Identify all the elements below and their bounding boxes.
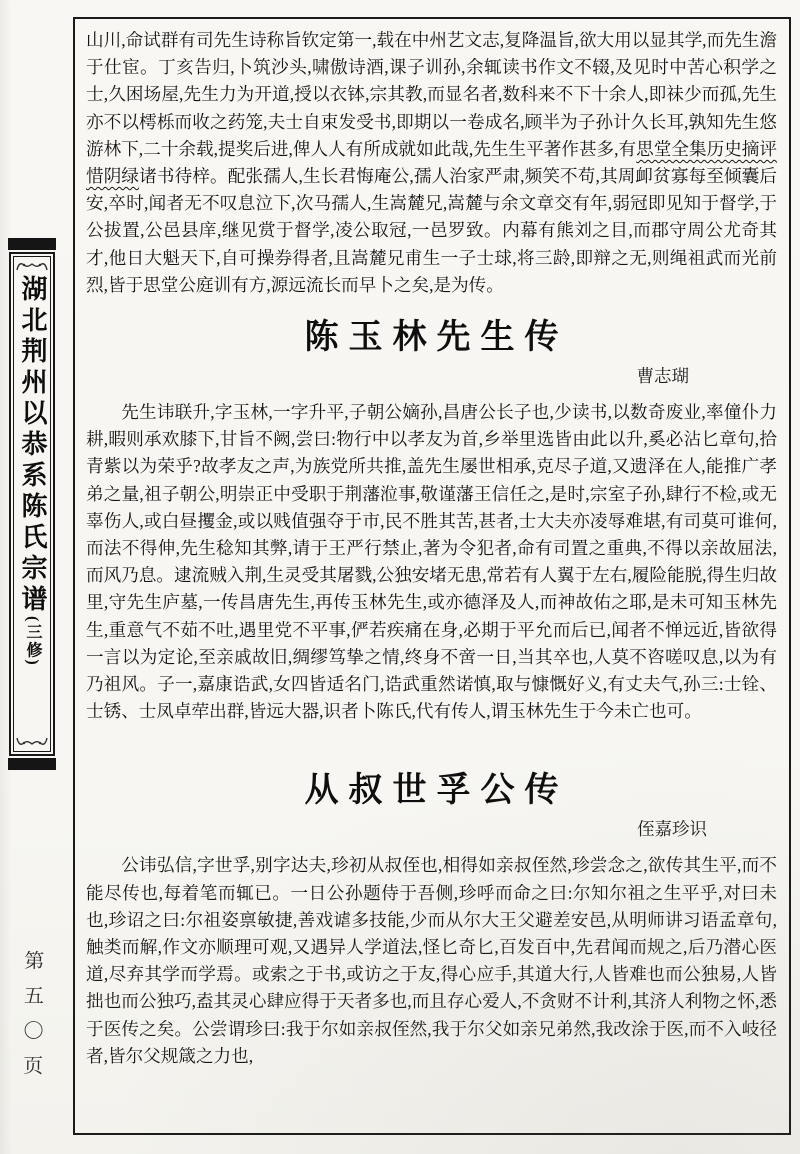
spine-title-sub: (三修) (24, 616, 41, 667)
section1-title: 陈玉林先生传 (304, 319, 569, 357)
scroll-ornament-icon (15, 735, 49, 749)
intro-text-before: 山川,命试群有司先生诗称旨钦定第一,载在中州艺文志,复降温旨,欲大用以显其学,而先生澹于仕宦。丁亥告归,卜筑沙头,啸傲诗酒,课子训孙,余辄读书作文不辍,及见时中苦心积学之士,久困场屋,先生力为开道,授以衣钵,宗其教,而显名者,数科来不下十余人,即祙少而孤,先生亦不以樗栎而收之药笼,夫士自束发受书,即期以一卷成名,顾半为子孙计久长耳,孰知先生悠游林下,二十余载,提奖后进,俾人人有所成就如此哉,先生生平著作甚多,有 (86, 30, 777, 159)
intro-text-after: 诸书待梓。配张孺人,生长君悔庵公,孺人治家严肃,频笑不苟,其周卹贫寡每至倾囊后安,卒时,闻者无不叹息泣下,次马孺人,生嵩麓兄,嵩麓与余文章交有年,弱冠即见知于督学,于公拔置,公邑县庠,继见赏于督学,凌公取冠,一邑罗致。内幕有熊刘之目,而郡守周公尤奇其才,他日大魁天下,自可操券得者,且嵩麓兄甫生一子士球,将三龄,即辩之无,则绳祖武而光前烈,皆于思堂公庭训有方,源远流长而早卜之矣,是为传。 (86, 166, 777, 295)
spine-inner-frame (13, 256, 51, 752)
intro-paragraph (86, 27, 777, 299)
book-titles-underlined: 思堂全集历史摘评惜阴绿 (86, 138, 777, 187)
spine-bottom-bar (8, 758, 56, 770)
spine-title-main: 湖北荆州以恭系陈氏宗谱 (18, 275, 47, 616)
section1-author: 曹志瑚 (636, 366, 689, 387)
section1-body: 先生讳联升,字玉林,一字升平,子朝公嫡孙,昌唐公长子也,少读书,以数奇废业,率僮仆力耕,暇则承欢膝下,甘旨不阙,尝曰:物行中以孝友为首,乡举里选皆由此以升,奚必沾匕章句,拾青紫以为荣乎?故孝友之声,为族党所共推,盖先生屡世相承,克尽子道,又遗泽在人,能推广孝弟之量,祖子朝公,明崇正中受职于荆藩涖事,敬谨藩王信任之,是时,宗室子孙,肆行不检,或无辜伤人,或白昼攫金,或以贱值强夺于市,民不胜其苦,甚者,士大夫亦凌辱难堪,有司莫可谁何,而法不得伸,先生稔知其弊,请于王严行禁止,著为令犯者,命有司置之重典,不得以亲故屈法,而风乃息。逮流贼入荆,生灵受其屠戮,公独安堵无患,常若有人翼于左右,履险能脱,得生归故里,守先生庐墓,一传昌唐先生,再传玉林先生,或亦德泽及人,而神故佑之耶,是未可知玉林先生,重意气不茹不吐,遇里党不平事,俨若疾痛在身,必期于平允而后已,闻者不惮远近,皆欲得一言以为定论,至亲戚故旧,绸缪笃挚之情,终身不啻一日,当其卒也,人莫不咨嗟叹息,以为有乃祖风。子一,嘉康诰武,女四皆适名门,诰武重然诺慎,取与慷慨好义,有丈夫气,孙三:士铨、士锈、士凤卓荦出群,皆远大器,识者卜陈氏,代有传人,谓玉林先生于今未亡也可。 (86, 402, 777, 722)
spine-title (15, 275, 49, 733)
section2-body: 公讳弘信,字世孚,别字达夫,珍初从叔侄也,相得如亲叔侄然,珍尝念之,欲传其生平,而不能尽传也,每着笔而辄已。一日公孙题侍于吾侧,珍呼而命之曰:尔知尔祖之生平乎,对曰未也,珍诏之曰:尔祖姿禀敏捷,善戏谑多技能,少而从尔大王父避差安邑,从明师讲习语孟章句,触类而解,作文亦顺理可观,又遇异人学道法,怪匕奇匕,百发百中,先君闻而规之,后乃潜心医道,尽弃其学而学焉。或索之于书,或访之于友,得心应手,其道大行,人皆难也而公独易,人皆拙也而公独巧,盍其灵心肆应得于天者多也,而且存心爱人,不贪财不计利,其济人利物之怀,悉于医传之矣。公尝谓珍曰:我于尔如亲叔侄然,我于尔父如亲兄弟然,我改涂于医,而不入岐径者,皆尔父规箴之力也, (86, 855, 777, 1066)
spine-frame (9, 252, 55, 756)
scroll-ornament-icon (15, 259, 49, 273)
section2-author: 侄嘉珍识 (637, 819, 707, 840)
section2-title: 从叔世孚公传 (304, 772, 569, 810)
text-frame (73, 17, 791, 1135)
page-number: 第五〇页 (19, 949, 43, 1091)
spine-banner (8, 238, 56, 776)
spine-top-bar (8, 238, 56, 250)
